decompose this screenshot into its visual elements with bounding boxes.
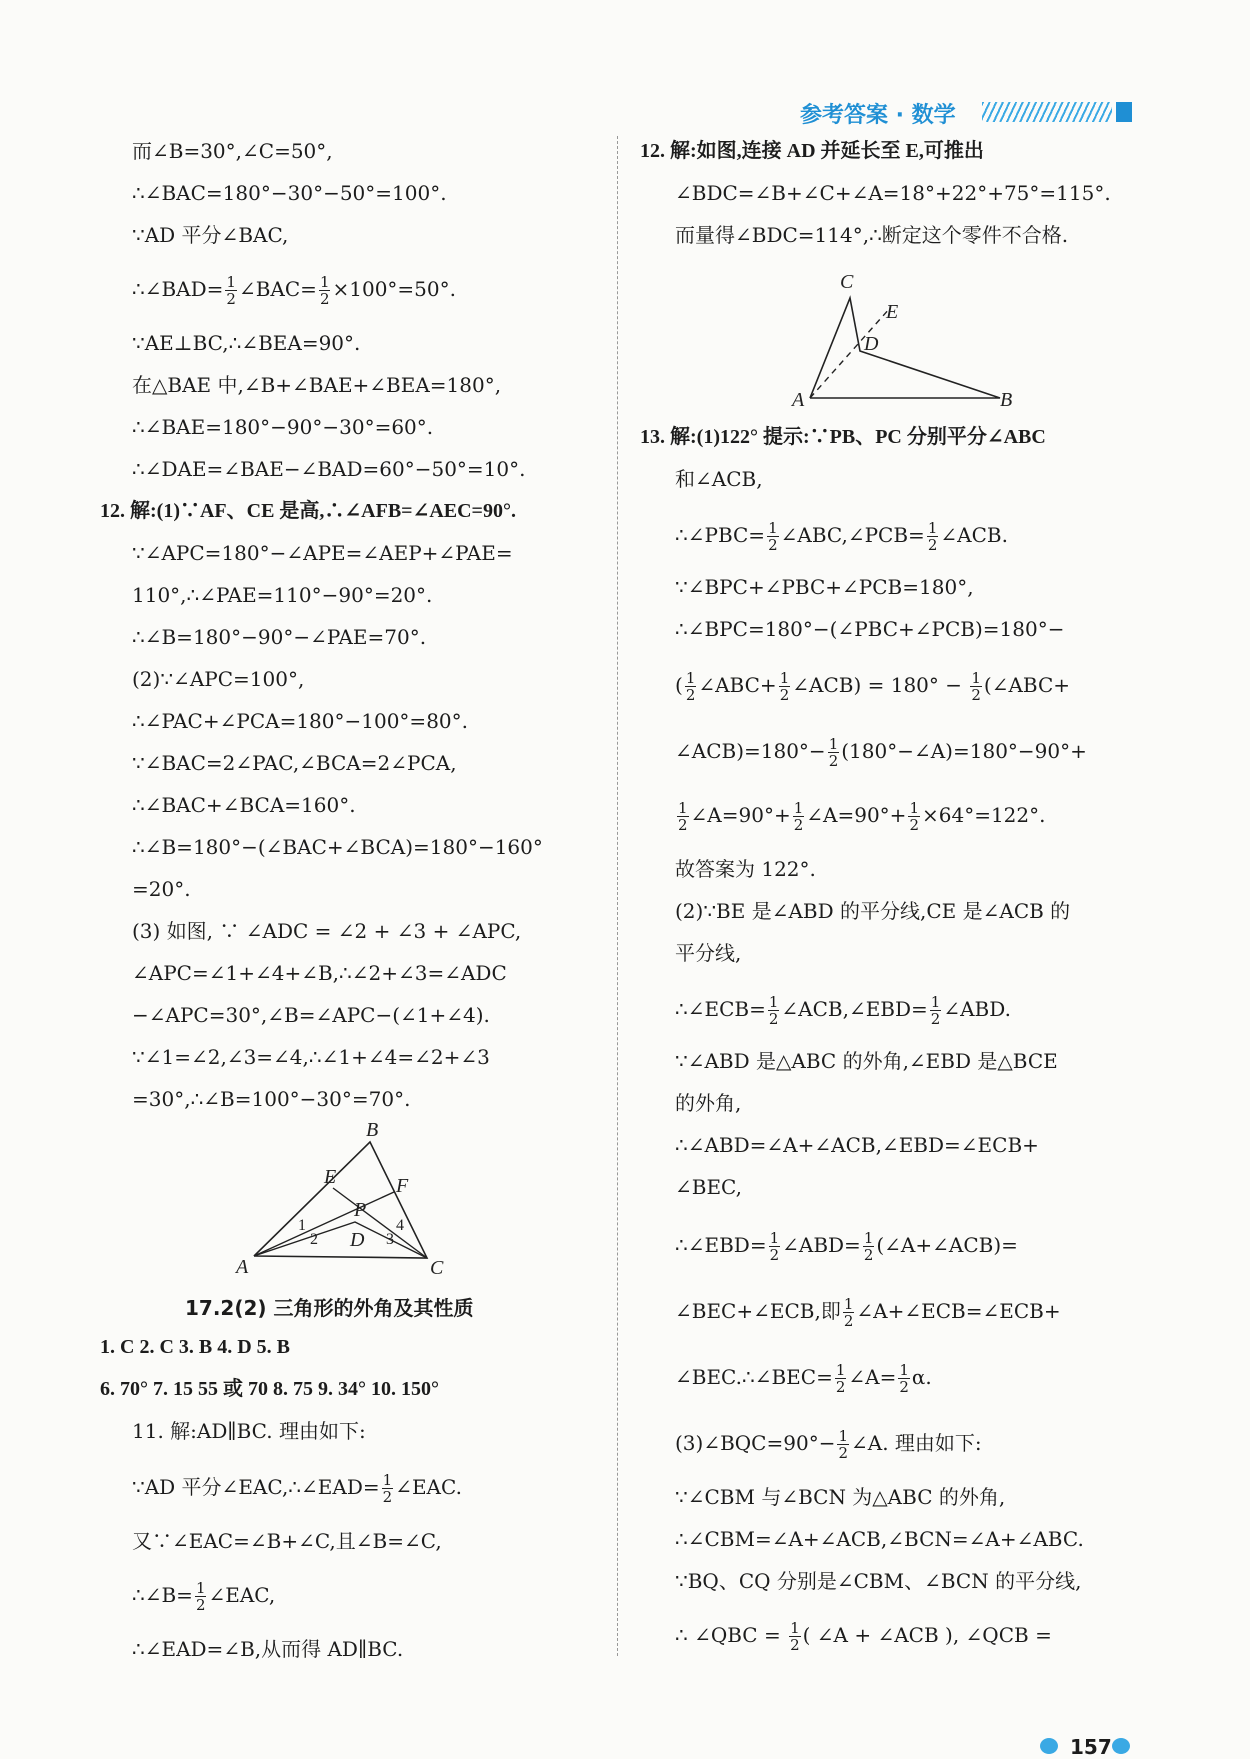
text-line: =30°,∴∠B=100°−30°=70°.: [132, 1087, 411, 1111]
text-line: ∴ ∠QBC = $\frac{1}{2}$ ( ∠A + ∠ACB ), ∠QCB =: [675, 1619, 1052, 1654]
text-line: ∴∠B= $\frac{1}{2}$ ∠EAC,: [132, 1579, 276, 1614]
text-line: (2)∵BE 是∠ABD 的平分线,CE 是∠ACB 的: [675, 899, 1071, 923]
label-c: C: [430, 1257, 444, 1276]
fraction: $\frac{1}{2}$: [899, 1361, 909, 1396]
text-line: ∴∠BAC=180°−30°−50°=100°.: [132, 181, 447, 205]
fraction: $\frac{1}{2}$: [685, 669, 696, 704]
text-line: 13. 解:(1)122° 提示:∵PB、PC 分别平分∠ABC: [640, 426, 1046, 448]
text-line: (2)∵∠APC=100°,: [132, 667, 305, 691]
triangle-figure-1: [230, 1116, 470, 1276]
text-line: ∵∠ABD 是△ABC 的外角,∠EBD 是△BCE: [675, 1049, 1058, 1073]
text-line: 平分线,: [675, 941, 742, 965]
text-line: ∠BEC.∴∠BEC= $\frac{1}{2}$ ∠A= $\frac{1}{2}$ α.: [675, 1361, 932, 1396]
label-d: D: [350, 1229, 365, 1251]
fraction: $\frac{1}{2}$: [226, 273, 236, 308]
text-line: ∴∠BAE=180°−90°−30°=60°.: [132, 415, 434, 439]
quadrilateral-figure: [790, 258, 1030, 418]
text-line: ∴∠BAC+∠BCA=160°.: [132, 793, 356, 817]
text-fragment: ∴∠BAD=: [132, 277, 224, 301]
text-line: (3)∠BQC=90°− $\frac{1}{2}$ ∠A. 理由如下:: [675, 1427, 982, 1462]
fraction: $\frac{1}{2}$: [909, 799, 919, 834]
fraction: $\frac{1}{2}$: [930, 993, 941, 1028]
text-line: ∴∠BPC=180°−(∠PBC+∠PCB)=180°−: [675, 617, 1065, 641]
text-line: =20°.: [132, 877, 191, 901]
text-line: ∵AD 平分∠BAC,: [132, 223, 289, 247]
label-3: 3: [386, 1231, 394, 1248]
fraction: $\frac{1}{2}$: [768, 519, 778, 554]
text-line: ∠BEC,: [675, 1175, 743, 1199]
label-b: B: [366, 1119, 379, 1141]
text-line: ∵AE⊥BC,∴∠BEA=90°.: [132, 331, 361, 355]
label-e: E: [324, 1166, 337, 1188]
text-line: ∵∠APC=180°−∠APE=∠AEP+∠PAE=: [132, 541, 513, 565]
text-line: 和∠ACB,: [675, 467, 763, 491]
label-1: 1: [298, 1217, 306, 1234]
fraction: $\frac{1}{2}$: [768, 993, 779, 1028]
text-line: ∵AD 平分∠EAC,∴∠EAD= $\frac{1}{2}$ ∠EAC.: [132, 1471, 462, 1506]
text-line: 12. 解:(1)∵AF、CE 是高,∴∠AFB=∠AEC=90°.: [100, 500, 516, 522]
answers-row: 1. C 2. C 3. B 4. D 5. B: [100, 1336, 291, 1358]
label-p: P: [354, 1199, 367, 1221]
text-line: ∴∠PAC+∠PCA=180°−100°=80°.: [132, 709, 468, 733]
answers-row: 6. 70° 7. 15 55 或 70 8. 75 9. 34° 10. 150°: [100, 1378, 439, 1400]
text-line: ∴∠B=180°−90°−∠PAE=70°.: [132, 625, 427, 649]
fraction: $\frac{1}{2}$: [382, 1471, 393, 1506]
text-line: 12. 解:如图,连接 AD 并延长至 E,可推出: [640, 140, 984, 162]
text-line: −∠APC=30°,∠B=∠APC−(∠1+∠4).: [132, 1003, 490, 1027]
fraction: $\frac{1}{2}$: [843, 1295, 854, 1330]
fraction: $\frac{1}{2}$: [863, 1229, 874, 1264]
text-line: 故答案为 122°.: [675, 857, 816, 881]
text-line: ∠APC=∠1+∠4+∠B,∴∠2+∠3=∠ADC: [132, 961, 507, 985]
label-c: C: [840, 271, 854, 293]
text-line: ∠ACB)=180°− $\frac{1}{2}$ (180°−∠A)=180°−90°+: [675, 735, 1087, 770]
section-title: 17.2(2) 三角形的外角及其性质: [185, 1296, 474, 1320]
label-a: A: [792, 389, 805, 411]
fraction: $\frac{1}{2}$: [927, 519, 938, 554]
label-e: E: [886, 301, 899, 323]
column-divider: [617, 136, 618, 1656]
fraction: $\frac{1}{2}$: [195, 1579, 206, 1614]
text-line: ∴∠DAE=∠BAE−∠BAD=60°−50°=10°.: [132, 457, 526, 481]
text-line: ∵∠BPC+∠PBC+∠PCB=180°,: [675, 575, 974, 599]
label-d: D: [864, 333, 879, 355]
header-block: [1116, 102, 1132, 122]
text-line: $\frac{1}{2}$ ∠A=90°+ $\frac{1}{2}$ ∠A=90°+ $\frac{1}{2}$ ×64°=122°.: [678, 799, 1046, 834]
text-line: ∴∠PBC= $\frac{1}{2}$ ∠ABC,∠PCB= $\frac{1}{2}$ ∠ACB.: [675, 519, 1008, 554]
text-line: ∠BEC+∠ECB,即 $\frac{1}{2}$ ∠A+∠ECB=∠ECB+: [675, 1295, 1061, 1330]
fraction: $\frac{1}{2}$: [678, 799, 688, 834]
text-line: ( $\frac{1}{2}$ ∠ABC+ $\frac{1}{2}$ ∠ACB) = 180° − $\frac{1}{2}$ (∠ABC+: [675, 669, 1071, 704]
fraction: $\frac{1}{2}$: [828, 735, 839, 770]
text-line: 而量得∠BDC=114°,∴断定这个零件不合格.: [675, 223, 1069, 247]
text-line: 又∵∠EAC=∠B+∠C,且∠B=∠C,: [132, 1529, 442, 1553]
text-line: ∴∠EAD=∠B,从而得 AD∥BC.: [132, 1637, 404, 1661]
fraction: $\frac{1}{2}$: [319, 273, 330, 308]
label-a: A: [236, 1256, 249, 1276]
text-line: ∠BDC=∠B+∠C+∠A=18°+22°+75°=115°.: [675, 181, 1111, 205]
fraction: $\frac{1}{2}$: [790, 1619, 800, 1654]
text-line: ∵BQ、CQ 分别是∠CBM、∠BCN 的平分线,: [675, 1569, 1082, 1593]
header-decoration: [982, 102, 1112, 122]
page-number: 157: [1070, 1735, 1112, 1759]
fraction: $\frac{1}{2}$: [835, 1361, 846, 1396]
fraction: $\frac{1}{2}$: [838, 1427, 848, 1462]
text-line: 的外角,: [675, 1091, 742, 1115]
text-line: 110°,∴∠PAE=110°−90°=20°.: [132, 583, 433, 607]
label-b: B: [1000, 389, 1013, 411]
text-line: 11. 解:AD∥BC. 理由如下:: [132, 1419, 366, 1443]
fraction: $\frac{1}{2}$: [793, 799, 804, 834]
text-line: ∵∠CBM 与∠BCN 为△ABC 的外角,: [675, 1485, 1006, 1509]
text-line: ∴∠B=180°−(∠BAC+∠BCA)=180°−160°: [132, 835, 543, 859]
page-number-dot: [1040, 1738, 1058, 1754]
page-header: [800, 98, 1136, 128]
label-2: 2: [310, 1231, 318, 1248]
text-line: 而∠B=30°,∠C=50°,: [132, 139, 333, 163]
text-line: ∴∠BAD= $\frac{1}{2}$ ∠BAC= $\frac{1}{2}$ ×100°=50°.: [132, 273, 456, 308]
fraction: $\frac{1}{2}$: [971, 669, 981, 704]
text-line: ∴∠ABD=∠A+∠ACB,∠EBD=∠ECB+: [675, 1133, 1039, 1157]
label-f: F: [396, 1175, 409, 1197]
text-line: (3) 如图, ∵ ∠ADC = ∠2 + ∠3 + ∠APC,: [132, 919, 522, 943]
text-line: 在△BAE 中,∠B+∠BAE+∠BEA=180°,: [132, 373, 502, 397]
text-line: ∴∠ECB= $\frac{1}{2}$ ∠ACB,∠EBD= $\frac{1}{2}$ ∠ABD.: [675, 993, 1011, 1028]
label-4: 4: [396, 1217, 404, 1234]
text-line: ∴∠CBM=∠A+∠ACB,∠BCN=∠A+∠ABC.: [675, 1527, 1084, 1551]
text-line: ∵∠BAC=2∠PAC,∠BCA=2∠PCA,: [132, 751, 457, 775]
fraction: $\frac{1}{2}$: [769, 1229, 780, 1264]
text-line: ∴∠EBD= $\frac{1}{2}$ ∠ABD= $\frac{1}{2}$ (∠A+∠ACB)=: [675, 1229, 1018, 1264]
text-fragment: ∴∠B=: [132, 1583, 193, 1607]
fraction: $\frac{1}{2}$: [779, 669, 790, 704]
text-fragment: ∵AD 平分∠EAC,∴∠EAD=: [132, 1475, 380, 1499]
header-title: 参考答案 · 数学: [800, 103, 956, 128]
text-line: ∵∠1=∠2,∠3=∠4,∴∠1+∠4=∠2+∠3: [132, 1045, 490, 1069]
page-number-dot: [1112, 1738, 1130, 1754]
